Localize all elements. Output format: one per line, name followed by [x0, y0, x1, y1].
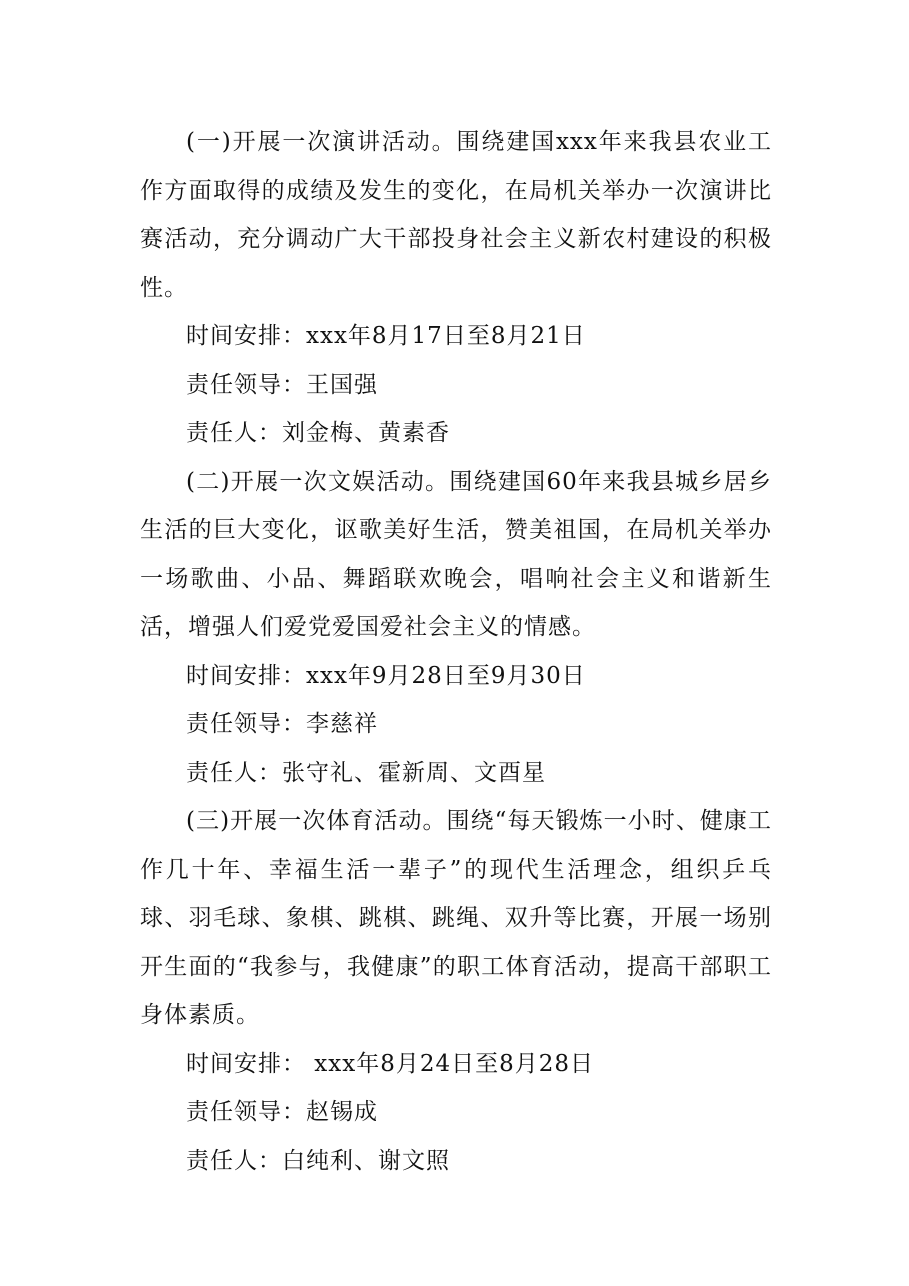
- section-1-leader: 责任领导：王国强: [186, 371, 378, 398]
- section-1-schedule: 时间安排：xxx年8月17日至8月21日: [186, 323, 586, 349]
- section-2-leader: 责任领导：李慈祥: [186, 711, 378, 737]
- section-2-schedule: 时间安排：xxx年9月28日至9月30日: [186, 662, 586, 689]
- section-2-paragraph: (二)开展一次文娱活动。围绕建国60年来我县城乡居乡生活的巨大变化，讴歌美好生活，赞美祖国，在局机关举办一场歌曲、小品、舞蹈联欢晚会，唱响社会主义和谐新生活，增强人们爱党爱国爱社会主义的情感。: [140, 468, 772, 640]
- section-3-schedule: 时间安排： xxx年8月24日至8月28日: [186, 1050, 595, 1077]
- section-2-responsible: 责任人：张守礼、霍新周、文酉星: [186, 759, 546, 786]
- section-3-leader: 责任领导：赵锡成: [186, 1099, 378, 1125]
- section-1-paragraph: (一)开展一次演讲活动。围绕建国xxx年来我县农业工作方面取得的成绩及发生的变化，在局机关举办一次演讲比赛活动，充分调动广大干部投身社会主义新农村建设的积极性。: [140, 129, 772, 301]
- document-page: [140, 118, 772, 1185]
- section-3-paragraph: (三)开展一次体育活动。围绕“每天锻炼一小时、健康工作几十年、幸福生活一辈子”的现代生活理念，组织乒乓球、羽毛球、象棋、跳棋、跳绳、双升等比赛，开展一场别开生面的“我参与，我健康”的职工体育活动，提高干部职工身体素质。: [140, 808, 772, 1028]
- section-3-responsible: 责任人：白纯利、谢文照: [186, 1147, 450, 1174]
- section-1-responsible: 责任人：刘金梅、黄素香: [186, 420, 450, 446]
